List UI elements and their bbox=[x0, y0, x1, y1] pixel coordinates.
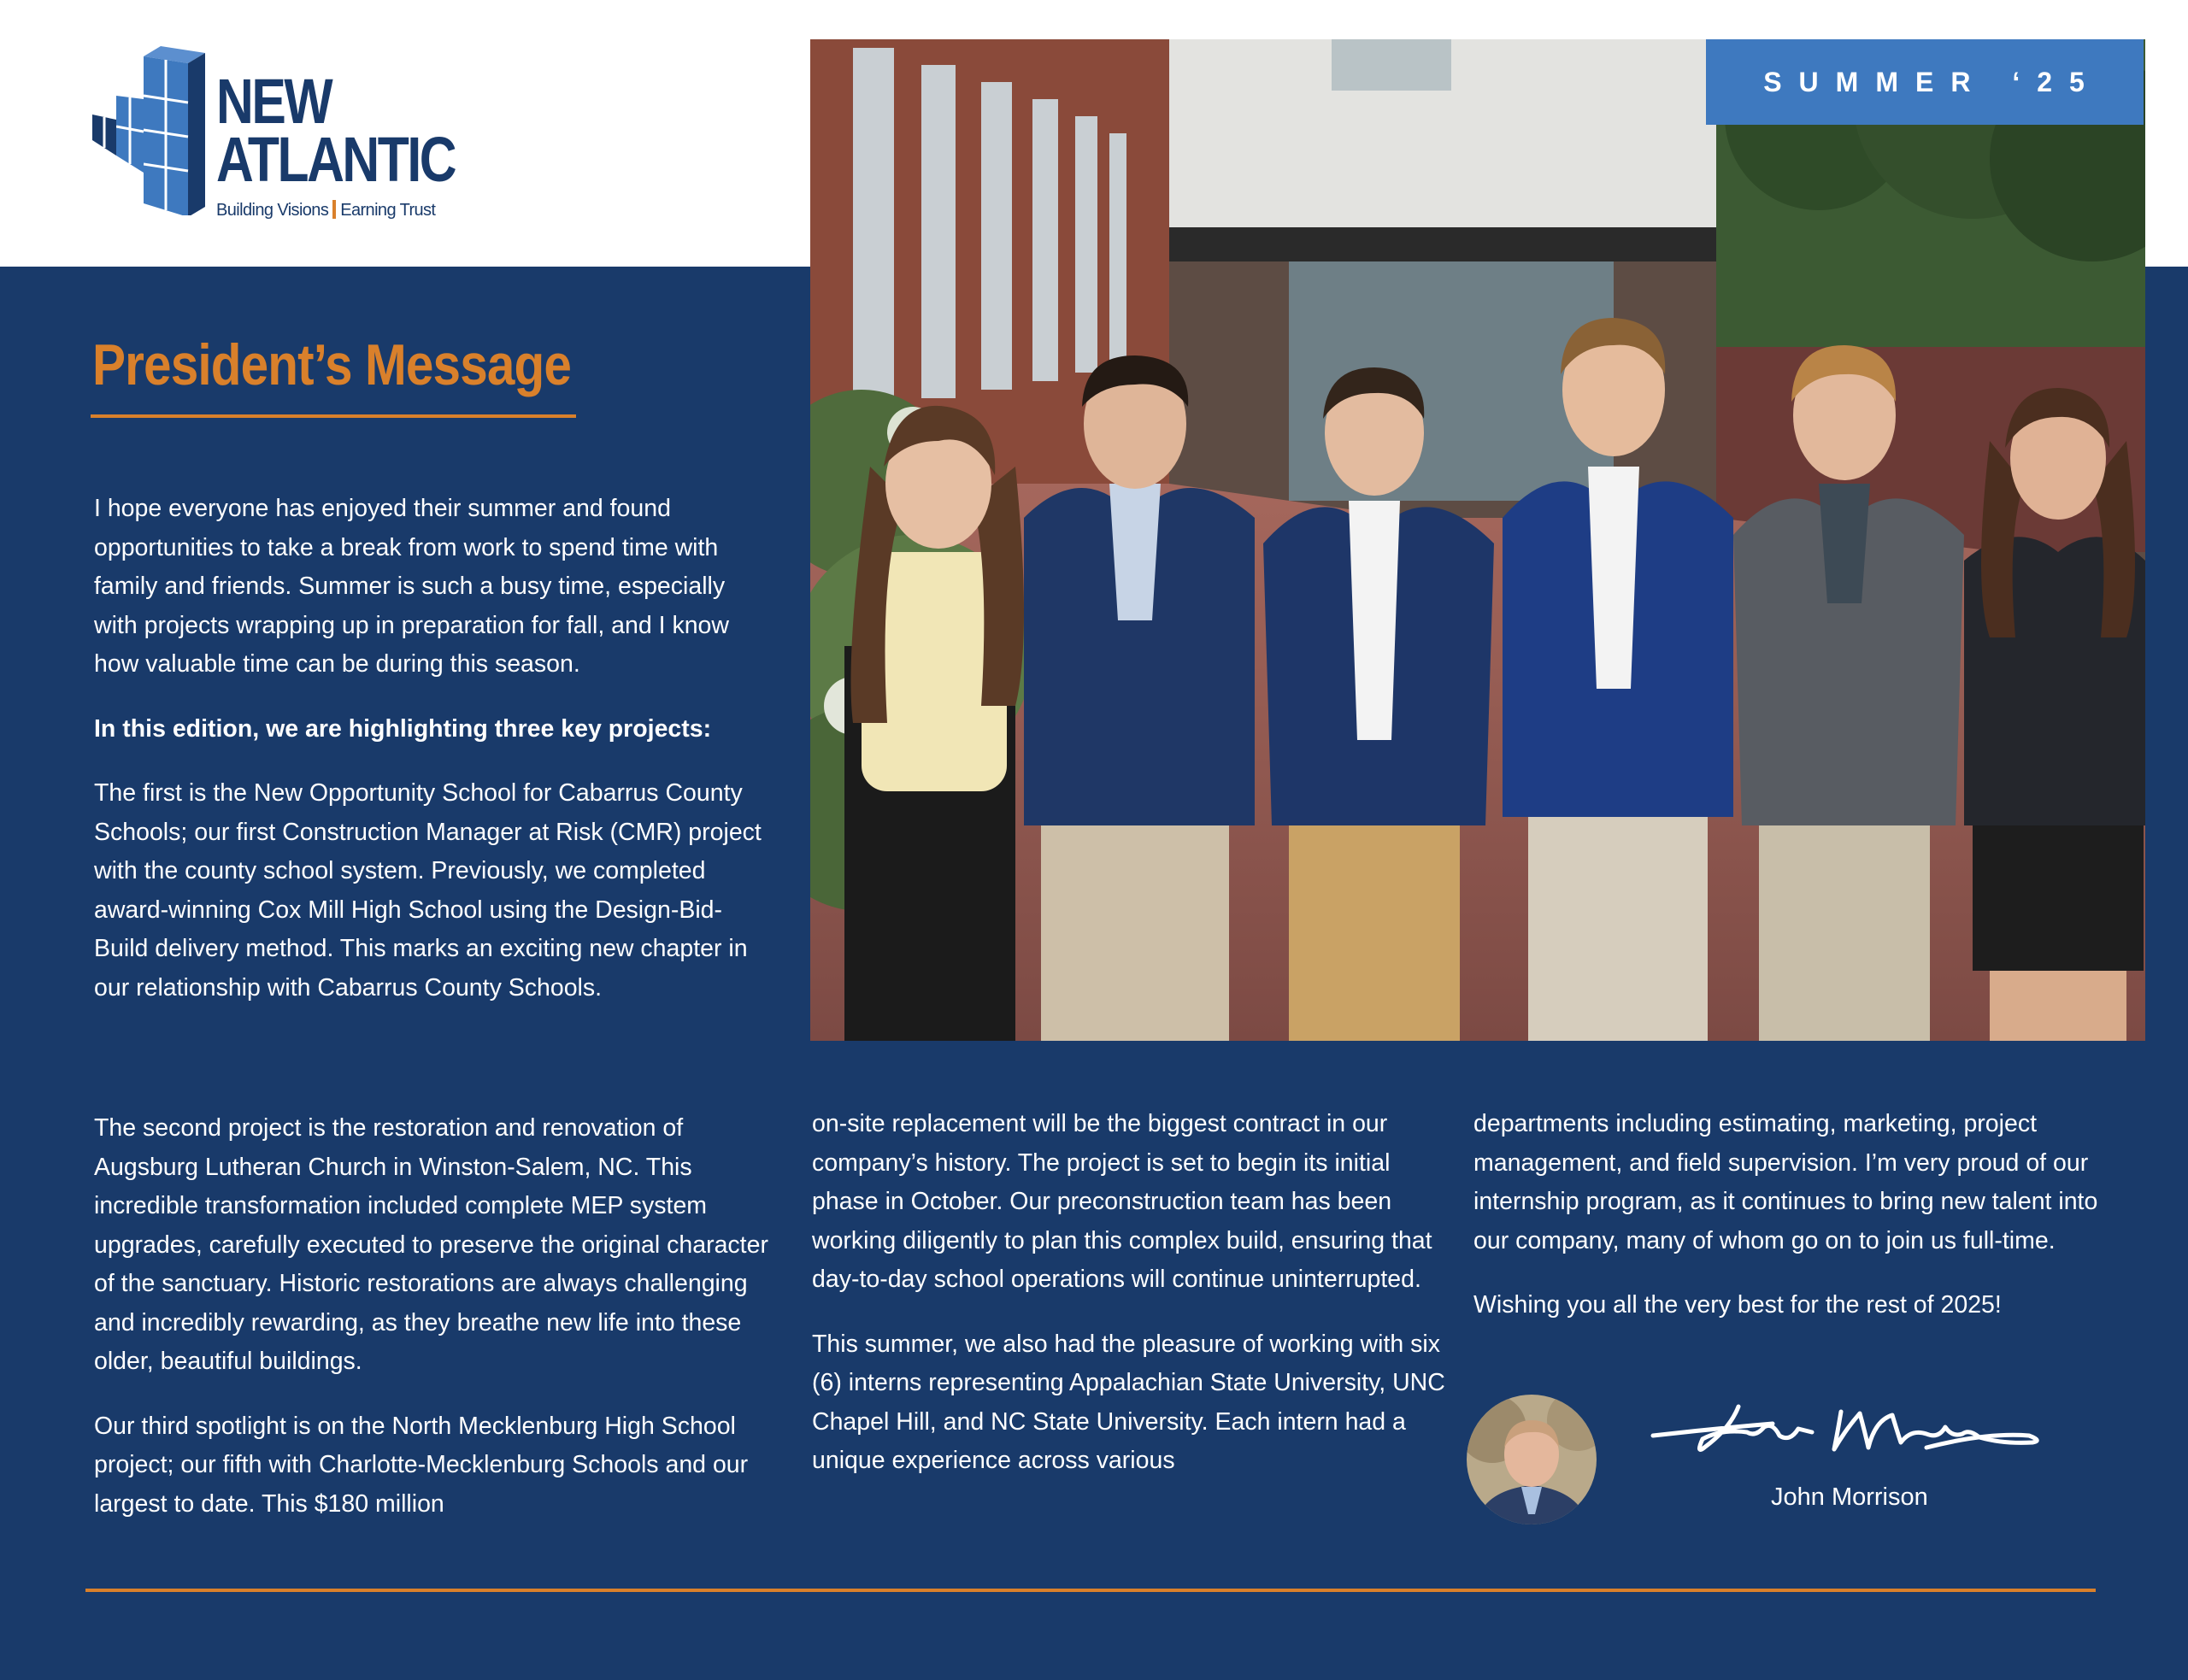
paragraph-intro: I hope everyone has enjoyed their summer and found opportunities to take a break from work to spend time with family and friends. Summer is such a busy time, especially with projects wrapping up in preparation for fall, and I know how valuable time can be during this season. bbox=[94, 495, 729, 678]
column-1-upper bbox=[94, 490, 769, 1033]
tagline-part2: Earning Trust bbox=[340, 201, 436, 220]
paragraph-project-2: The second project is the restoration and renovation of Augsburg Lutheran Church in Winston-Salem, NC. This incredible transformation included complete MEP system upgrades, carefully executed to preserve the original character of the sanctuary. Historic restorations are always challenging and incredibly rewarding, as they breathe new life into these older, beautiful buildings. bbox=[94, 1114, 768, 1375]
paragraph-highlights-lead: In this edition, we are highlighting three key projects: bbox=[94, 714, 712, 743]
column-3 bbox=[1473, 1105, 2132, 1351]
paragraph-project-3: Our third spotlight is on the North Mecklenburg High School project; our fifth with Charlotte-Mecklenburg Schools and our largest to date. This $180 million bbox=[94, 1412, 749, 1518]
column-2 bbox=[812, 1105, 1462, 1507]
author-name: John Morrison bbox=[1771, 1483, 1928, 1511]
tagline-part1: Building Visions bbox=[216, 201, 329, 220]
paragraph-project-3-continued: on-site replacement will be the biggest contract in our company’s history. The project is set to begin its initial phase in October. Our preconstruction team has been working diligently to plan this complex build, ensuring that day-to-day school operations will continue uninterrupted. bbox=[812, 1110, 1432, 1293]
paragraph-interns: This summer, we also had the pleasure of working with six (6) interns representing Appalachian State University, UNC Chapel Hill, and NC State University. Each intern had a unique experience across various bbox=[812, 1330, 1445, 1474]
interns-group-photo bbox=[810, 39, 2145, 1041]
signature-mark bbox=[1644, 1395, 2055, 1463]
author-avatar bbox=[1467, 1395, 1597, 1524]
footer-divider bbox=[85, 1589, 2096, 1592]
tagline-divider bbox=[332, 200, 336, 219]
logo-name-line1: NEW bbox=[216, 66, 332, 137]
edition-badge: SUMMER ‘25 bbox=[1706, 39, 2144, 125]
company-logo bbox=[92, 44, 456, 224]
paragraph-project-1: The first is the New Opportunity School for Cabarrus County Schools; our first Construction Manager at Risk (CMR) project with the county school system. Previously, we completed award-winning Cox Mill High School using the Design-Bid-Build delivery method. This marks an exciting new chapter in our relationship with Cabarrus County Schools. bbox=[94, 779, 762, 1002]
column-1-lower bbox=[94, 1109, 769, 1549]
logo-name-line2: ATLANTIC bbox=[216, 124, 456, 195]
title-underline bbox=[91, 414, 576, 418]
paragraph-interns-continued: departments including estimating, marketing, project management, and field supervision. I’m very proud of our internship program, as it continues to bring new talent into our company, many of whom go on to join us full-time. bbox=[1473, 1110, 2098, 1254]
paragraph-closing: Wishing you all the very best for the rest of 2025! bbox=[1473, 1291, 2002, 1319]
building-blocks-icon bbox=[92, 44, 212, 215]
logo-tagline bbox=[216, 200, 435, 220]
article-title: President’s Message bbox=[92, 332, 572, 397]
